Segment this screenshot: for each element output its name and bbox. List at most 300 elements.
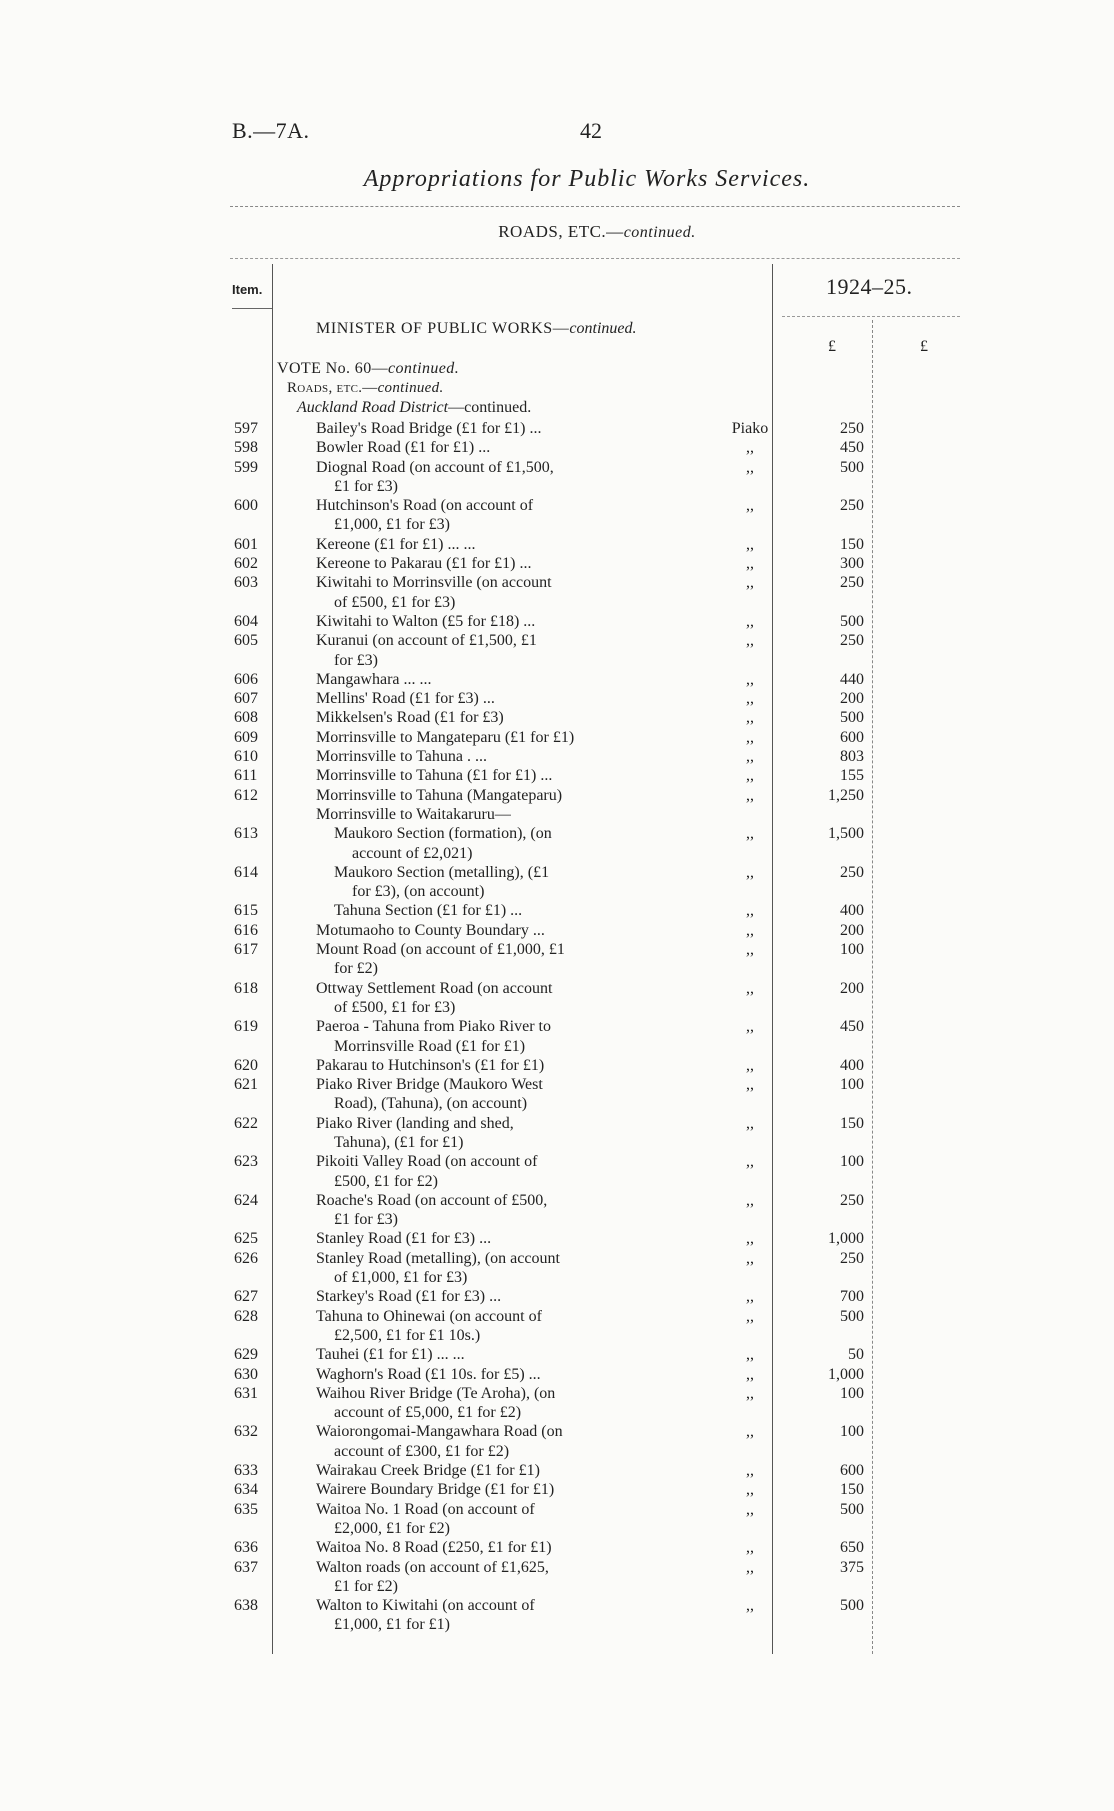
description-line: £1,000, £1 for £3) <box>334 516 450 534</box>
title-divider <box>230 206 960 207</box>
table-row <box>0 1017 1114 1056</box>
description-line: Tahuna to Ohinewai (on account of <box>316 1307 542 1325</box>
amount-value: 500 <box>840 612 864 630</box>
amount-value: 100 <box>840 1384 864 1402</box>
year-column-header: 1924–25. <box>826 274 913 299</box>
description-line: Waiorongomai-Mangawhara Road (on <box>316 1423 563 1441</box>
item-description <box>316 670 634 689</box>
county-name: ,, <box>746 439 754 457</box>
table-row <box>0 1538 1114 1557</box>
table-row <box>0 728 1114 747</box>
roads-subheading-continued: continued. <box>377 380 444 396</box>
description-line: Waghorn's Road (£1 10s. for £5) ... <box>316 1365 541 1383</box>
pound-unit-1: £ <box>828 338 836 355</box>
item-number: 600 <box>234 497 258 515</box>
item-number: 632 <box>234 1423 258 1441</box>
description-line: Hutchinson's Road (on account of <box>316 497 534 515</box>
amount-value: 650 <box>840 1539 864 1557</box>
county-name: ,, <box>746 497 754 515</box>
item-description <box>316 1422 634 1461</box>
item-number: 611 <box>234 767 258 785</box>
amount-value: 450 <box>840 439 864 457</box>
description-line: Mount Road (on account of £1,000, £1 <box>316 941 565 959</box>
item-number: 604 <box>234 612 258 630</box>
description-line: Ottway Settlement Road (on account <box>316 979 553 997</box>
item-description <box>316 786 634 805</box>
item-number: 603 <box>234 574 258 592</box>
description-line: Morrinsville to Mangateparu (£1 for £1) <box>316 728 575 746</box>
item-number: 636 <box>234 1539 258 1557</box>
item-description <box>316 1114 634 1153</box>
table-row <box>0 1480 1114 1499</box>
table-row <box>0 1384 1114 1423</box>
item-number: 605 <box>234 632 258 650</box>
item-description <box>316 1384 634 1423</box>
district-heading <box>297 399 531 417</box>
county-name: ,, <box>746 1288 754 1306</box>
description-line: Roache's Road (on account of £500, <box>316 1191 548 1209</box>
description-line: £1 for £2) <box>334 1577 398 1595</box>
item-number: 613 <box>234 825 258 843</box>
item-number: 610 <box>234 748 258 766</box>
table-row <box>0 766 1114 785</box>
item-number: 617 <box>234 941 258 959</box>
amount-value: 440 <box>840 670 864 688</box>
county-name: ,, <box>746 1423 754 1441</box>
table-row <box>0 1249 1114 1288</box>
county-name: ,, <box>746 1462 754 1480</box>
county-name: ,, <box>746 941 754 959</box>
item-description <box>316 805 634 824</box>
item-number: 629 <box>234 1346 258 1364</box>
item-description <box>316 824 634 863</box>
description-line: Morrinsville to Tahuna (£1 for £1) ... <box>316 767 553 785</box>
description-line: Pikoiti Valley Road (on account of <box>316 1153 538 1171</box>
page-number: 42 <box>580 118 602 143</box>
table-row <box>0 1191 1114 1230</box>
description-line: Stanley Road (metalling), (on account <box>316 1249 560 1267</box>
table-row <box>0 1596 1114 1635</box>
amount-value: 375 <box>840 1558 864 1576</box>
amount-value: 500 <box>840 1307 864 1325</box>
minister-heading <box>316 320 637 338</box>
item-number: 608 <box>234 709 258 727</box>
table-row <box>0 1056 1114 1075</box>
description-line: Waihou River Bridge (Te Aroha), (on <box>316 1384 556 1402</box>
table-row <box>0 689 1114 708</box>
table-row <box>0 747 1114 766</box>
amount-value: 1,250 <box>828 786 864 804</box>
item-number: 635 <box>234 1500 258 1518</box>
item-description <box>316 1249 634 1288</box>
table-row <box>0 1422 1114 1461</box>
description-line: Diognal Road (on account of £1,500, <box>316 458 554 476</box>
amount-value: 400 <box>840 1056 864 1074</box>
table-row <box>0 786 1114 805</box>
amount-value: 150 <box>840 1114 864 1132</box>
county-name: ,, <box>746 863 754 881</box>
year-header-rule <box>782 316 960 317</box>
amount-value: 600 <box>840 728 864 746</box>
county-name: ,, <box>746 1597 754 1615</box>
county-name: ,, <box>746 825 754 843</box>
description-line: Bowler Road (£1 for £1) ... <box>316 439 491 457</box>
table-row <box>0 554 1114 573</box>
county-name: ,, <box>746 786 754 804</box>
description-line: Morrinsville to Tahuna . ... <box>316 748 488 766</box>
county-name: ,, <box>746 1056 754 1074</box>
description-line: Tauhei (£1 for £1) ... ... <box>316 1346 465 1364</box>
county-name: ,, <box>746 535 754 553</box>
description-line: Tahuna Section (£1 for £1) ... <box>334 902 523 920</box>
item-description <box>316 554 634 573</box>
table-row <box>0 824 1114 863</box>
item-number: 622 <box>234 1114 258 1132</box>
county-name: ,, <box>746 458 754 476</box>
description-line: of £500, £1 for £3) <box>334 998 456 1016</box>
table-row <box>0 1461 1114 1480</box>
section-heading-main: ROADS, ETC.— <box>498 222 624 241</box>
item-number: 616 <box>234 921 258 939</box>
county-name: ,, <box>746 670 754 688</box>
amount-value: 250 <box>840 632 864 650</box>
section-heading-continued: continued. <box>623 224 696 241</box>
item-description <box>316 573 634 612</box>
description-line: Morrinsville Road (£1 for £1) <box>334 1037 526 1055</box>
item-number: 614 <box>234 863 258 881</box>
item-number: 607 <box>234 690 258 708</box>
county-name: ,, <box>746 1539 754 1557</box>
description-line: Kiwitahi to Walton (£5 for £18) ... <box>316 612 536 630</box>
description-line: Morrinsville to Tahuna (Mangateparu) <box>316 786 563 804</box>
section-heading <box>0 222 1114 242</box>
amount-value: 200 <box>840 690 864 708</box>
table-row <box>0 419 1114 438</box>
amount-value: 1,000 <box>828 1230 864 1248</box>
appropriation-table <box>0 419 1114 1635</box>
description-line: Piako River (landing and shed, <box>316 1114 514 1132</box>
item-number: 615 <box>234 902 258 920</box>
item-number: 620 <box>234 1056 258 1074</box>
description-line: Waitoa No. 8 Road (£250, £1 for £1) <box>316 1539 552 1557</box>
description-line: for £2) <box>334 960 378 978</box>
description-line: account of £300, £1 for £2) <box>334 1442 510 1460</box>
county-name: ,, <box>746 1384 754 1402</box>
amount-value: 200 <box>840 921 864 939</box>
table-row <box>0 1345 1114 1364</box>
item-description <box>316 535 634 554</box>
vote-heading-continued: continued. <box>388 360 460 377</box>
amount-value: 250 <box>840 863 864 881</box>
table-row <box>0 863 1114 902</box>
county-name: ,, <box>746 979 754 997</box>
item-number: 618 <box>234 979 258 997</box>
table-row <box>0 1500 1114 1539</box>
item-number: 630 <box>234 1365 258 1383</box>
county-name: ,, <box>746 709 754 727</box>
item-number: 621 <box>234 1076 258 1094</box>
item-number: 624 <box>234 1191 258 1209</box>
description-line: Mellins' Road (£1 for £3) ... <box>316 690 495 708</box>
description-line: £500, £1 for £2) <box>334 1172 438 1190</box>
item-description <box>316 901 634 920</box>
item-description <box>316 863 634 902</box>
description-line: Walton roads (on account of £1,625, <box>316 1558 549 1576</box>
page-title: Appropriations for Public Works Services. <box>363 166 811 192</box>
description-line: Pakarau to Hutchinson's (£1 for £1) <box>316 1056 545 1074</box>
table-row <box>0 458 1114 497</box>
county-name: Piako <box>731 420 769 437</box>
county-name: ,, <box>746 1018 754 1036</box>
amount-value: 150 <box>840 535 864 553</box>
description-line: of £500, £1 for £3) <box>334 593 456 611</box>
description-line: £2,500, £1 for £1 10s.) <box>334 1326 481 1344</box>
description-line: Mangawhara ... ... <box>316 670 432 688</box>
description-line: Road), (Tahuna), (on account) <box>334 1095 528 1113</box>
county-name: ,, <box>746 555 754 573</box>
section-divider <box>230 258 960 259</box>
county-name: ,, <box>746 1191 754 1209</box>
item-description <box>316 496 634 535</box>
document-reference: B.—7A. <box>232 118 310 143</box>
description-line: Kiwitahi to Morrinsville (on account <box>316 574 552 592</box>
district-heading-continued: —continued. <box>448 399 532 416</box>
county-name: ,, <box>746 748 754 766</box>
county-name: ,, <box>746 574 754 592</box>
county-name: ,, <box>746 1558 754 1576</box>
amount-value: 450 <box>840 1018 864 1036</box>
description-line: £1 for £3) <box>334 1211 398 1229</box>
table-row <box>0 1558 1114 1597</box>
description-line: Kuranui (on account of £1,500, £1 <box>316 632 537 650</box>
item-number: 631 <box>234 1384 258 1402</box>
amount-value: 1,000 <box>828 1365 864 1383</box>
amount-value: 500 <box>840 1597 864 1615</box>
table-row <box>0 708 1114 727</box>
amount-value: 250 <box>840 420 864 437</box>
county-name: ,, <box>746 728 754 746</box>
description-line: Maukoro Section (formation), (on <box>334 825 552 843</box>
table-row <box>0 438 1114 457</box>
item-description <box>316 419 634 438</box>
item-number: 612 <box>234 786 258 804</box>
vote-heading-main: VOTE No. 60— <box>277 360 389 377</box>
pound-unit-2: £ <box>920 338 928 355</box>
table-row <box>0 1075 1114 1114</box>
amount-value: 200 <box>840 979 864 997</box>
county-name: ,, <box>746 1153 754 1171</box>
item-number: 599 <box>234 458 258 476</box>
description-line: Wairakau Creek Bridge (£1 for £1) <box>316 1462 540 1480</box>
amount-value: 1,500 <box>828 825 864 843</box>
item-number: 597 <box>234 420 258 437</box>
amount-value: 155 <box>840 767 864 785</box>
amount-value: 300 <box>840 555 864 573</box>
item-description <box>316 438 634 457</box>
item-description <box>316 1017 634 1056</box>
table-row <box>0 1114 1114 1153</box>
description-line: for £3) <box>334 651 378 669</box>
item-description <box>316 1461 634 1480</box>
description-line: Piako River Bridge (Maukoro West <box>316 1076 543 1094</box>
description-line: £1 for £3) <box>334 477 398 495</box>
description-line: Wairere Boundary Bridge (£1 for £1) <box>316 1481 555 1499</box>
table-row <box>0 921 1114 940</box>
amount-value: 700 <box>840 1288 864 1306</box>
item-number: 628 <box>234 1307 258 1325</box>
item-description <box>316 979 634 1018</box>
description-line: Motumaoho to County Boundary ... <box>316 921 545 939</box>
item-header-rule <box>232 308 272 309</box>
amount-value: 400 <box>840 902 864 920</box>
minister-heading-continued: continued. <box>569 320 637 337</box>
table-row <box>0 1365 1114 1384</box>
amount-value: 250 <box>840 1191 864 1209</box>
county-name: ,, <box>746 1230 754 1248</box>
item-number: 633 <box>234 1462 258 1480</box>
item-number: 623 <box>234 1153 258 1171</box>
amount-value: 100 <box>840 1423 864 1441</box>
item-description <box>316 1365 634 1384</box>
description-line: Tahuna), (£1 for £1) <box>334 1133 464 1151</box>
item-number: 637 <box>234 1558 258 1576</box>
county-name: ,, <box>746 1076 754 1094</box>
amount-value: 150 <box>840 1481 864 1499</box>
district-heading-main: Auckland Road District <box>297 399 449 416</box>
table-row <box>0 631 1114 670</box>
amount-value: 100 <box>840 1076 864 1094</box>
county-name: ,, <box>746 1500 754 1518</box>
item-description <box>316 1191 634 1230</box>
item-description <box>316 689 634 708</box>
description-line: of £1,000, £1 for £3) <box>334 1269 468 1287</box>
description-line: for £3), (on account) <box>352 883 485 901</box>
item-number: 606 <box>234 670 258 688</box>
county-name: ,, <box>746 1249 754 1267</box>
amount-value: 500 <box>840 458 864 476</box>
description-line: Kereone (£1 for £1) ... ... <box>316 535 476 553</box>
table-row <box>0 805 1114 824</box>
description-line: Paeroa - Tahuna from Piako River to <box>316 1018 551 1036</box>
county-name: ,, <box>746 1481 754 1499</box>
item-description <box>316 631 634 670</box>
description-line: Bailey's Road Bridge (£1 for £1) ... <box>316 420 542 437</box>
item-description <box>316 1596 634 1635</box>
item-description <box>316 728 634 747</box>
county-name: ,, <box>746 632 754 650</box>
item-number: 601 <box>234 535 258 553</box>
county-name: ,, <box>746 612 754 630</box>
table-row <box>0 1229 1114 1248</box>
description-line: Kereone to Pakarau (£1 for £1) ... <box>316 555 532 573</box>
item-description <box>316 940 634 979</box>
county-name: ,, <box>746 921 754 939</box>
description-line: account of £2,021) <box>352 844 473 862</box>
item-description <box>316 612 634 631</box>
county-name: ,, <box>746 1365 754 1383</box>
item-description <box>316 708 634 727</box>
item-description <box>316 1075 634 1114</box>
item-description <box>316 1480 634 1499</box>
table-row <box>0 1307 1114 1346</box>
item-description <box>316 1307 634 1346</box>
county-name: ,, <box>746 1307 754 1325</box>
amount-value: 100 <box>840 941 864 959</box>
table-row <box>0 901 1114 920</box>
description-line: Starkey's Road (£1 for £3) ... <box>316 1288 502 1306</box>
county-name: ,, <box>746 902 754 920</box>
table-row <box>0 573 1114 612</box>
description-line: Morrinsville to Waitakaruru— <box>316 805 511 823</box>
description-line: Maukoro Section (metalling), (£1 <box>334 863 550 881</box>
item-description <box>316 1500 634 1539</box>
item-number: 634 <box>234 1481 258 1499</box>
table-row <box>0 979 1114 1018</box>
item-number: 625 <box>234 1230 258 1248</box>
item-number: 626 <box>234 1249 258 1267</box>
item-number: 638 <box>234 1597 258 1615</box>
table-row <box>0 1287 1114 1306</box>
amount-value: 500 <box>840 709 864 727</box>
county-name: ,, <box>746 690 754 708</box>
vote-heading <box>277 360 459 378</box>
amount-value: 500 <box>840 1500 864 1518</box>
description-line: Walton to Kiwitahi (on account of <box>316 1597 535 1615</box>
item-description <box>316 458 634 497</box>
amount-value: 803 <box>840 748 864 766</box>
amount-value: 600 <box>840 1462 864 1480</box>
amount-value: 250 <box>840 574 864 592</box>
description-line: Waitoa No. 1 Road (on account of <box>316 1500 535 1518</box>
table-row <box>0 670 1114 689</box>
item-number: 627 <box>234 1288 258 1306</box>
table-row <box>0 1152 1114 1191</box>
item-description <box>316 1056 634 1075</box>
roads-subheading <box>287 380 444 397</box>
item-description <box>316 1287 634 1306</box>
item-description <box>316 1538 634 1557</box>
table-row <box>0 535 1114 554</box>
county-name: ,, <box>746 1114 754 1132</box>
item-description <box>316 1152 634 1191</box>
description-line: account of £5,000, £1 for £2) <box>334 1404 522 1422</box>
item-column-header: Item. <box>232 282 263 297</box>
description-line: Mikkelsen's Road (£1 for £3) <box>316 709 504 727</box>
item-description <box>316 1229 634 1248</box>
amount-value: 250 <box>840 1249 864 1267</box>
county-name: ,, <box>746 767 754 785</box>
minister-heading-main: MINISTER OF PUBLIC WORKS— <box>316 320 570 337</box>
amount-value: 250 <box>840 497 864 515</box>
description-line: £2,000, £1 for £2) <box>334 1519 450 1537</box>
item-description <box>316 766 634 785</box>
item-number: 619 <box>234 1018 258 1036</box>
table-row <box>0 496 1114 535</box>
item-description <box>316 1345 634 1364</box>
roads-subheading-main: Roads, etc.— <box>287 380 378 396</box>
table-row <box>0 612 1114 631</box>
item-description <box>316 747 634 766</box>
description-line: Stanley Road (£1 for £3) ... <box>316 1230 492 1248</box>
item-number: 598 <box>234 439 258 457</box>
amount-value: 50 <box>848 1346 864 1364</box>
item-description <box>316 921 634 940</box>
county-name: ,, <box>746 1346 754 1364</box>
item-description <box>316 1558 634 1597</box>
item-number: 602 <box>234 555 258 573</box>
amount-value: 100 <box>840 1153 864 1171</box>
item-number: 609 <box>234 728 258 746</box>
